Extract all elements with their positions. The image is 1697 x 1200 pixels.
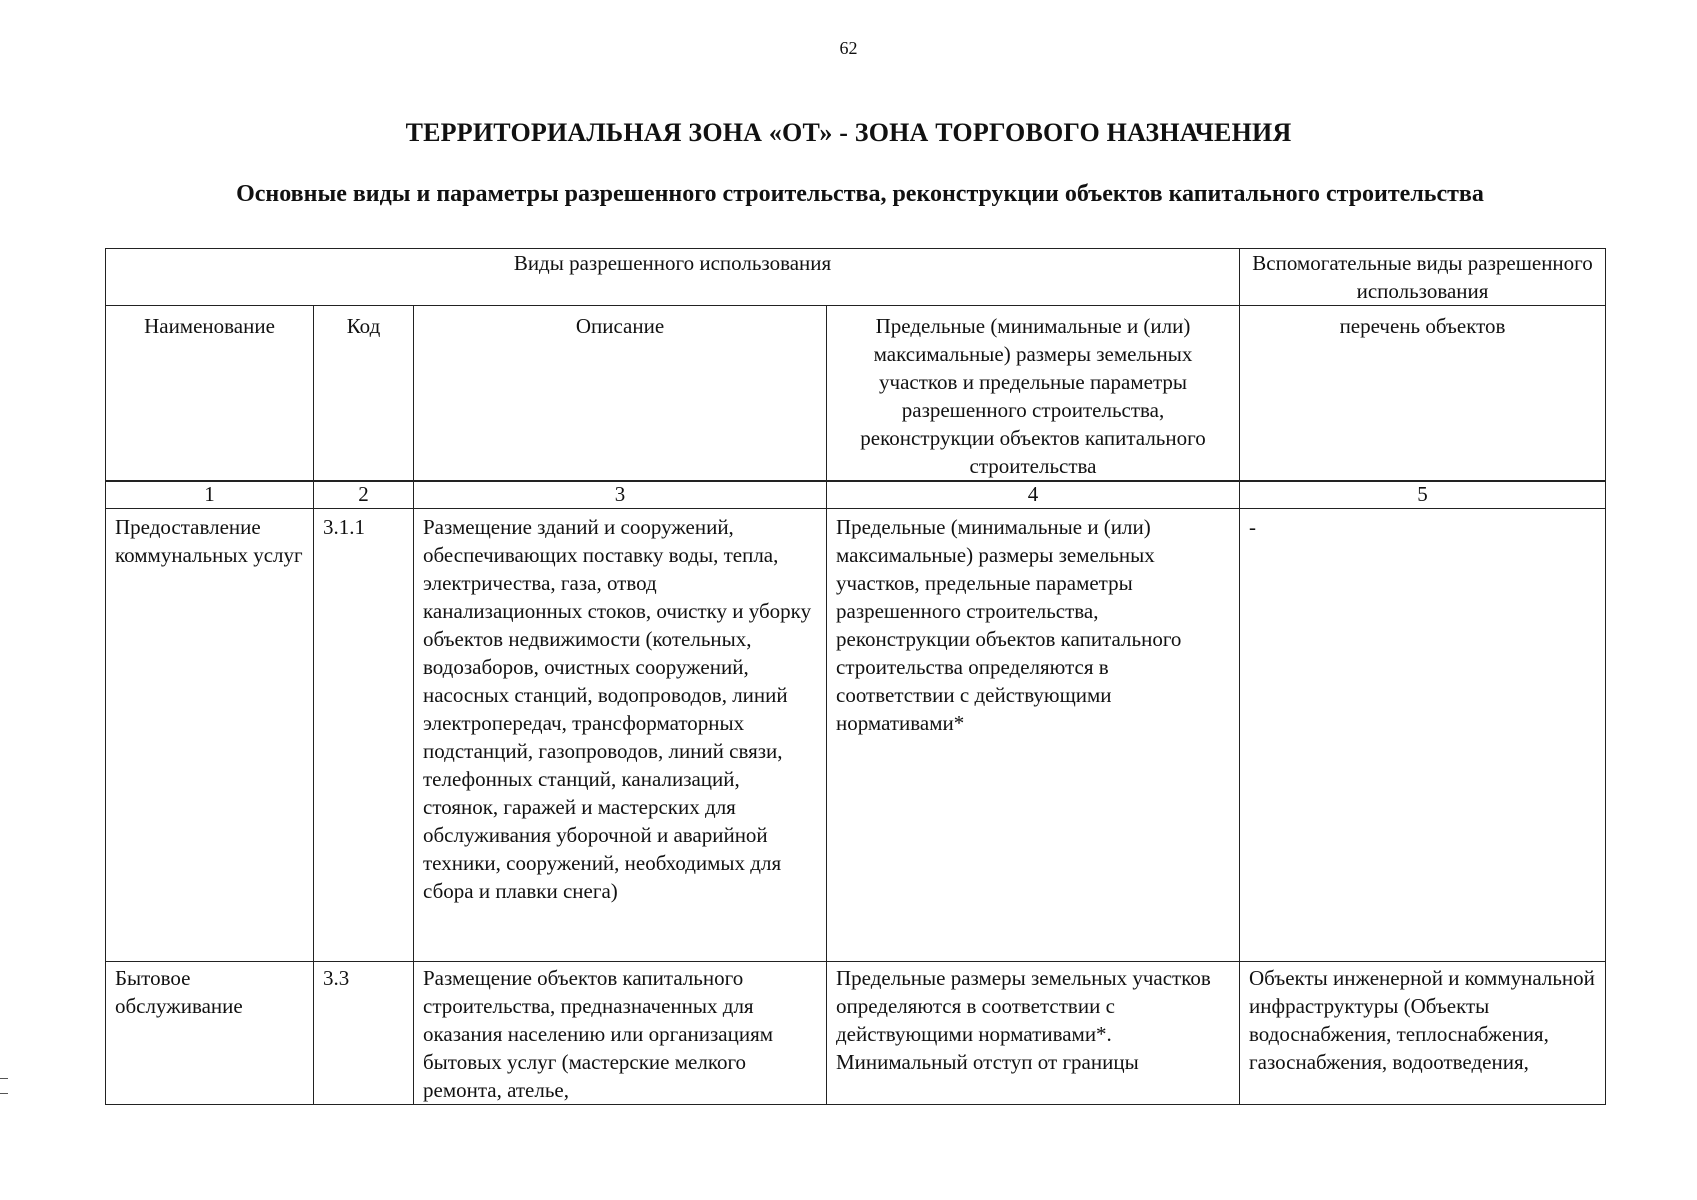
table-subtitle: Основные виды и параметры разрешенного строительства, реконструкции объектов капитального строительства [236, 181, 1484, 207]
page-number: 62 [839, 38, 858, 58]
column-header-aux-list: перечень объектов [1240, 306, 1606, 482]
group-header-row [106, 249, 1606, 306]
column-header-limits: Предельные (минимальные и (или) максимальные) размеры земельных участков и предельные параметры разрешенного строительства, реконструкции объектов капитального строительства [827, 306, 1240, 482]
column-number: 2 [314, 481, 414, 509]
column-header-row [106, 306, 1606, 482]
table-row [106, 509, 1606, 962]
column-number: 4 [827, 481, 1240, 509]
scan-edge-mark [0, 1078, 8, 1094]
cell-description: Размещение зданий и сооружений, обеспечивающих поставку воды, тепла, электричества, газа, отвод канализационных стоков, очистку и уборку объектов недвижимости (котельных, водозаборов, очистных сооружений, насосных станций, водопроводов, линий электропередач, трансформаторных подстанций, газопроводов, линий связи, телефонных станций, канализаций, стоянок, гаражей и мастерских для обслуживания уборочной и аварийной техники, сооружений, необходимых для сбора и плавки снега) [414, 509, 827, 962]
column-header-description: Описание [414, 306, 827, 482]
group-header-main: Виды разрешенного использования [106, 249, 1240, 306]
column-header-code: Код [314, 306, 414, 482]
permitted-use-table [105, 248, 1606, 1105]
cell-code: 3.1.1 [314, 509, 414, 962]
cell-aux: - [1240, 509, 1606, 962]
column-number-row [106, 481, 1606, 509]
table-row [106, 962, 1606, 1105]
cell-aux: Объекты инженерной и коммунальной инфраструктуры (Объекты водоснабжения, теплоснабжения, газоснабжения, водоотведения, [1240, 962, 1606, 1105]
cell-name: Бытовое обслуживание [106, 962, 314, 1105]
cell-limits: Предельные (минимальные и (или) максимальные) размеры земельных участков, предельные параметры разрешенного строительства, реконструкции объектов капитального строительства определяются в соответствии с действующими нормативами* [827, 509, 1240, 962]
column-header-name: Наименование [106, 306, 314, 482]
cell-code: 3.3 [314, 962, 414, 1105]
column-number: 5 [1240, 481, 1606, 509]
zone-title: ТЕРРИТОРИАЛЬНАЯ ЗОНА «ОТ» - ЗОНА ТОРГОВОГО НАЗНАЧЕНИЯ [405, 118, 1292, 147]
cell-limits: Предельные размеры земельных участков определяются в соответствии с действующими нормативами*. Минимальный отступ от границы [827, 962, 1240, 1105]
cell-description: Размещение объектов капитального строительства, предназначенных для оказания населению или организациям бытовых услуг (мастерские мелкого ремонта, ателье, [414, 962, 827, 1105]
column-number: 1 [106, 481, 314, 509]
group-header-aux: Вспомогательные виды разрешенного использования [1240, 249, 1606, 306]
cell-name: Предоставление коммунальных услуг [106, 509, 314, 962]
column-number: 3 [414, 481, 827, 509]
